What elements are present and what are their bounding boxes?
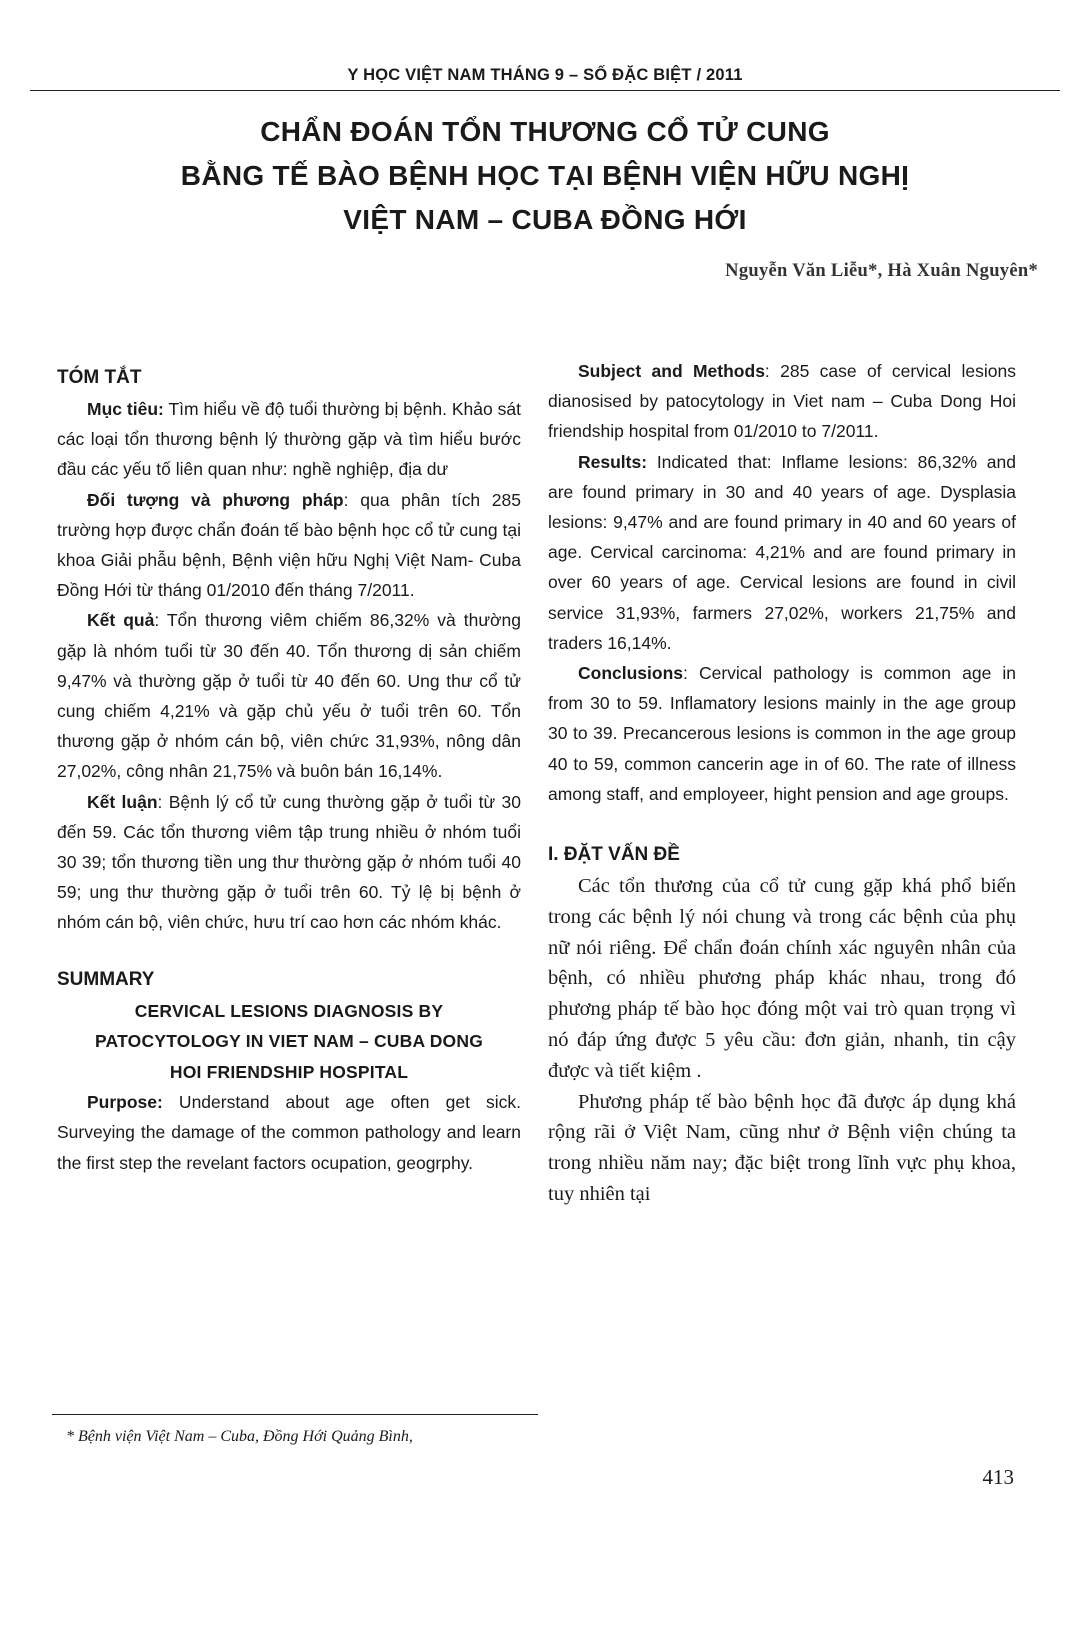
results-label: Kết quả	[87, 610, 155, 631]
page-number: 413	[982, 1465, 1014, 1489]
summary-methods-text: : 285 case of cervical lesions dianosised by patocytology in Viet nam – Cuba Dong Hoi friendship hospital from 01/2010 to 7/2011.	[548, 361, 1016, 442]
summary-results-text: Indicated that: Inflame lesions: 86,32% and are found primary in 30 and 40 years of age. Dysplasia lesions: 9,47% and are found primary in 40 and 60 years of age. Cervical carcinoma: 4,21% and are found primary in over 60 years of age. Cervical lesions are found in civil service 31,93%, farmers 27,02%, workers 21,75% and traders 16,14%.	[548, 451, 1016, 653]
abstract-conclusion	[57, 787, 521, 938]
running-header: Y HỌC VIỆT NAM THÁNG 9 – SỐ ĐẶC BIỆT / 2011	[347, 66, 743, 84]
summary-methods	[548, 356, 1016, 447]
header-rule	[30, 90, 1060, 91]
section-1-paragraph-2: Phương pháp tế bào bệnh học đã được áp dụng khá rộng rãi ở Việt Nam, cũng như ở Bệnh viện chúng ta trong nhiều năm nay; đặc biệt trong lĩnh vực phụ khoa, tuy nhiên tại	[548, 1090, 1016, 1206]
methods-label: Đối tượng và phương pháp	[87, 489, 344, 510]
abstract-objective	[57, 394, 521, 485]
summary-conclusions-label: Conclusions	[578, 663, 684, 684]
methods-text: : qua phân tích 285 trường hợp được chẩn đoán tế bào bệnh học cổ tử cung tại khoa Giải phẫu bệnh, Bệnh viện hữu Nghị Việt Nam- Cuba Đồng Hới từ tháng 01/2010 đến tháng 7/2011.	[57, 489, 521, 601]
conclusion-label: Kết luận	[87, 791, 158, 812]
section-1-heading: I. ĐẶT VẤN ĐỀ	[548, 844, 680, 866]
title-line-3: VIỆT NAM – CUBA ĐỒNG HỚI	[343, 204, 747, 235]
conclusion-text: : Bệnh lý cổ tử cung thường gặp ở tuổi từ 30 đến 59. Các tổn thương viêm tập trung nhiều ở nhóm tuổi 30 39; tổn thương tiền ung thư thường gặp ở nhóm tuổi 40 59; ung thư thường gặp ở tuổi trên 60. Tỷ lệ bị bệnh ở nhóm cán bộ, viên chức, hưu trí cao hơn các nhóm khác.	[57, 791, 521, 933]
footnote-rule	[52, 1414, 538, 1415]
title-line-1: CHẨN ĐOÁN TỔN THƯƠNG CỔ TỬ CUNG	[260, 116, 830, 147]
summary-conclusions	[548, 658, 1016, 809]
summary-conclusions-text: : Cervical pathology is common age in from 30 to 59. Inflamatory lesions mainly in the age group 30 to 39. Precancerous lesions is common in the age group 40 to 59, common cancerin age in of 60. The rate of illness among staff, and employeer, hight pension and age groups.	[548, 663, 1016, 804]
abstract-heading: TÓM TẮT	[57, 367, 142, 388]
section-1-paragraph-1: Các tổn thương của cổ tử cung gặp khá phổ biến trong các bệnh lý nói chung và trong các bệnh của phụ nữ nói riêng. Để chẩn đoán chính xác nguyên nhân của bệnh, có nhiều phương pháp khác nhau, trong đó phương pháp tế bào học đóng một vai trò quan trọng vì nó đáp ứng được 5 yêu cầu: đơn giản, nhanh, tin cậy được và tiết kiệm .	[548, 875, 1016, 1082]
left-column	[57, 362, 521, 1178]
title-line-2: BẰNG TẾ BÀO BỆNH HỌC TẠI BỆNH VIỆN HỮU NGHỊ	[180, 160, 910, 191]
article-title	[60, 110, 1030, 242]
objective-label: Mục tiêu:	[87, 399, 164, 419]
abstract-results	[57, 605, 521, 786]
summary-purpose	[57, 1087, 521, 1178]
summary-title-line-3: HOI FRIENDSHIP HOSPITAL	[169, 1061, 409, 1082]
summary-results-label: Results:	[578, 451, 648, 472]
results-text: : Tổn thương viêm chiếm 86,32% và thường gặp là nhóm tuổi từ 30 đến 40. Tổn thương dị sản chiếm 9,47% và thường gặp ở tuổi từ 40 đến 60. Ung thư cổ tử cung chiếm 4,21% và gặp chủ yếu ở tuổi trên 60. Tổn thương gặp ở nhóm cán bộ, viên chức 31,93%, nông dân 27,02%, công nhân 21,75% và buôn bán 16,14%.	[57, 610, 521, 782]
purpose-text: Understand about age often get sick. Surveying the damage of the common pathology and learn the first step the revelant factors ocupation, geogrphy.	[57, 1092, 521, 1173]
right-column	[548, 356, 1016, 1210]
purpose-label: Purpose:	[87, 1092, 163, 1113]
affiliation-footnote: * Bệnh viện Việt Nam – Cuba, Đồng Hới Quảng Bình,	[66, 1428, 413, 1445]
summary-methods-label: Subject and Methods	[578, 361, 765, 381]
summary-heading: SUMMARY	[57, 968, 155, 990]
summary-results	[548, 447, 1016, 658]
summary-title-line-2: PATOCYTOLOGY IN VIET NAM – CUBA DONG	[94, 1031, 484, 1052]
abstract-methods	[57, 485, 521, 606]
summary-title-line-1: CERVICAL LESIONS DIAGNOSIS BY	[134, 1000, 444, 1021]
objective-text: Tìm hiểu về độ tuổi thường bị bệnh. Khảo sát các loại tổn thương bệnh lý thường gặp và tìm hiểu bước đầu các yếu tố liên quan như: nghề nghiệp, địa dư	[57, 399, 521, 480]
author-list: Nguyễn Văn Liễu*, Hà Xuân Nguyên*	[725, 261, 1038, 281]
